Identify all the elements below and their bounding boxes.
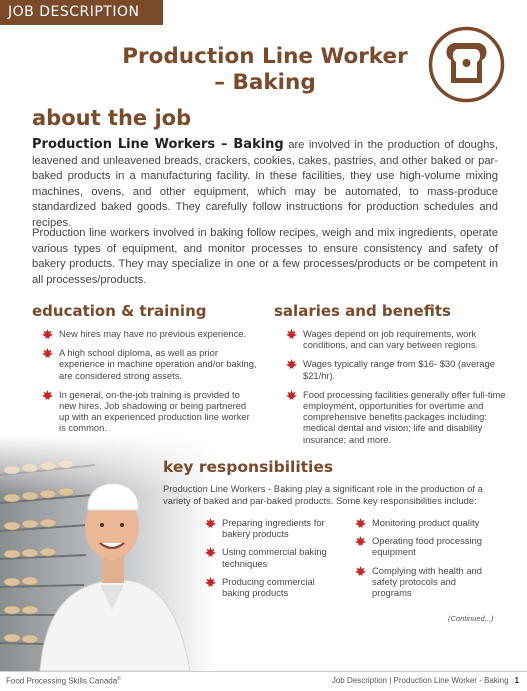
responsibility-item-text: Monitoring product quality xyxy=(372,517,480,528)
list-item xyxy=(355,535,495,557)
responsibility-item-text: Preparing ingredients for bakery products xyxy=(222,517,325,540)
about-paragraph-1-text: are involved in the production of doughs, leavened and unleavened breads, crackers, cookies, cakes, pastries, and other baked or par-baked products in a manufacturing facility. In these facilities, they use high-volume mixing machines, ovens, and other equipment, which may be automated, to mass-produce standardized baked goods. They carefully follow instructions for production schedules and recipes. xyxy=(32,139,499,229)
page-number: 1 xyxy=(514,676,519,685)
footer-title-text: Job Description | Production Line Worker - Baking xyxy=(331,676,509,685)
job-title-bold: Production Line Workers – Baking xyxy=(32,137,284,152)
list-item xyxy=(205,546,340,568)
about-heading: about the job xyxy=(32,106,192,130)
footer-divider xyxy=(0,671,527,672)
list-item xyxy=(42,328,257,339)
about-paragraph-1 xyxy=(32,137,498,232)
list-item xyxy=(286,358,506,380)
list-item xyxy=(355,565,495,599)
footer-organization-name: Food Processing Skills Canada xyxy=(6,676,118,686)
responsibility-item-text: Complying with health and safety protocols and programs xyxy=(372,564,482,599)
responsibilities-list-1 xyxy=(205,517,340,605)
maple-leaf-icon xyxy=(355,518,366,528)
list-item xyxy=(42,389,257,434)
education-item-text: In general, on-the-job training is provided to new hires. Job shadowing or being partnered up with an experienced production line worker is common. xyxy=(59,388,250,434)
list-item xyxy=(286,328,506,350)
responsibility-item-text: Operating food processing equipment xyxy=(372,535,482,558)
maple-leaf-icon xyxy=(355,536,366,546)
responsibility-item-text: Using commercial baking techniques xyxy=(222,546,327,569)
maple-leaf-icon xyxy=(286,329,297,339)
list-item xyxy=(205,576,340,598)
maple-leaf-icon xyxy=(42,348,53,358)
list-item xyxy=(286,389,506,445)
education-item-text: A high school diploma, as well as prior experience in machine operation and/or baking, are considered strong assets. xyxy=(59,347,257,381)
page-title-line2: – Baking xyxy=(214,70,316,95)
salaries-list xyxy=(286,328,506,453)
copyright-mark: © xyxy=(117,676,121,682)
salaries-heading: salaries and benefits xyxy=(274,302,451,320)
list-item xyxy=(355,517,495,528)
maple-leaf-icon xyxy=(205,547,216,557)
responsibilities-list-2 xyxy=(355,517,495,605)
continued-note: (Continued...) xyxy=(448,614,494,623)
maple-leaf-icon xyxy=(286,390,297,400)
salaries-item-text: Wages typically range from $16- $30 (average $21/hr). xyxy=(303,358,495,381)
footer-organization xyxy=(6,676,121,686)
about-paragraph-2: Production line workers involved in baking follow recipes, weigh and mix ingredients, operate various types of equipment, and monitor processes to ensure consistency and safety of bakery products. They may specialize in one or a few processes/products or be competent in all processes/products. xyxy=(32,227,498,286)
footer-document-title xyxy=(332,676,519,685)
salaries-item-text: Food processing facilities generally offer full-time employment, opportunities for overtime and comprehensive benefits packages including: medical dental and vision; life and disability insurance; and more. xyxy=(303,388,506,445)
education-list xyxy=(42,328,257,442)
maple-leaf-icon xyxy=(286,359,297,369)
maple-leaf-icon xyxy=(205,518,216,528)
responsibility-item-text: Producing commercial baking products xyxy=(222,575,315,599)
key-responsibilities-intro: Production Line Workers - Baking play a significant role in the production of a variety of baked and par-baked products. Some key responsibilities include: xyxy=(163,483,483,506)
maple-leaf-icon xyxy=(355,566,366,576)
salaries-item-text: Wages depend on job requirements, work conditions, and can vary between regions. xyxy=(303,328,479,351)
maple-leaf-icon xyxy=(42,390,53,400)
list-item xyxy=(205,517,340,539)
job-description-badge: JOB DESCRIPTION xyxy=(0,0,163,25)
key-responsibilities-heading: key responsibilities xyxy=(163,458,334,476)
page-title-line1: Production Line Worker xyxy=(122,44,408,69)
bread-slice-icon xyxy=(427,25,506,104)
maple-leaf-icon xyxy=(205,577,216,587)
education-heading: education & training xyxy=(32,302,207,320)
page-title xyxy=(100,44,430,96)
education-item-text: New hires may have no previous experience. xyxy=(59,328,247,339)
maple-leaf-icon xyxy=(42,329,53,339)
list-item xyxy=(42,347,257,381)
